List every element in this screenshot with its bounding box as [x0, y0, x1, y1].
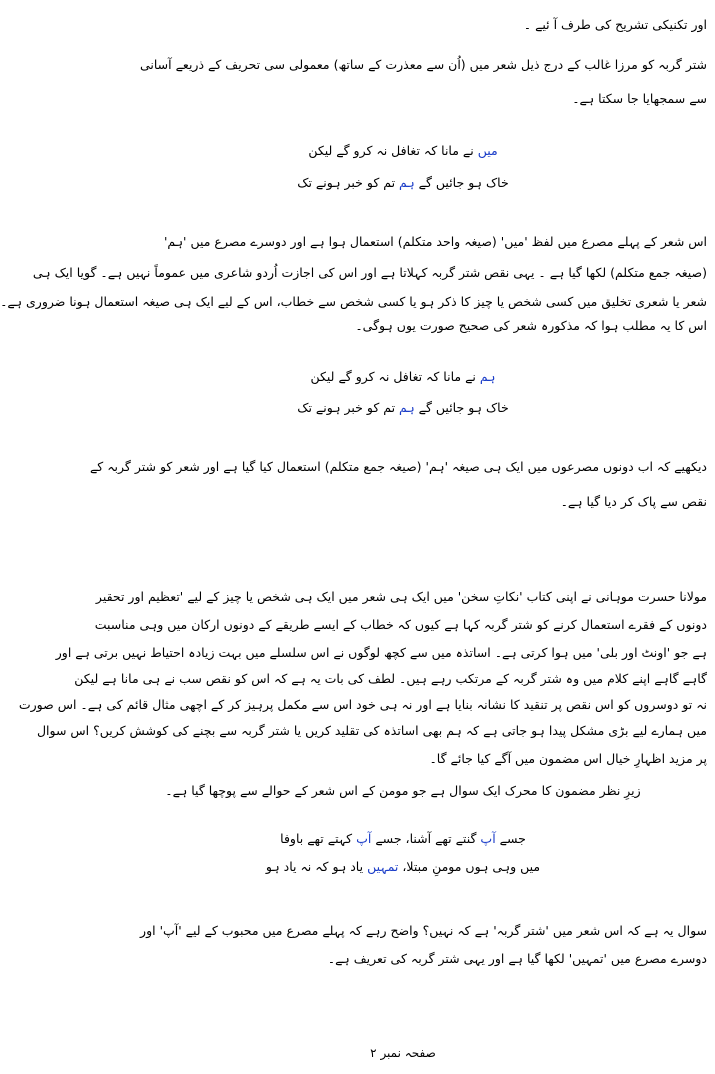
- intro-line: شتر گربہ کو مرزا غالب کے درج ذیل شعر میں (اُن سے معذرت کے ساتھ) معمولی سی تحریف کے ذریعے آسانی: [139, 57, 707, 72]
- couplet-2-line-1: [91, 366, 715, 388]
- verse-text: خاک ہو جائیں گے: [418, 175, 509, 190]
- after-couplet-line: دیکھیے کہ اب دونوں مصرعوں میں ایک ہی صیغہ 'ہم' (صیغہ جمع متکلم) استعمال کیا گیا ہے اور شعر کو شتر گربہ کے: [89, 459, 707, 474]
- highlighted-word: آپ: [480, 831, 496, 846]
- explanation-line: اس شعر کے پہلے مصرع میں لفظ 'میں' (صیغہ واحد متکلم) استعمال ہوا ہے اور دوسرے مصرع میں 'ہم': [163, 234, 707, 249]
- mohrik-line: زیرِ نظر مضمون کا محرک ایک سوال ہے جو مومن کے اس شعر کے حوالے سے پوچھا گیا ہے۔: [165, 783, 641, 798]
- hasrat-line: مولانا حسرت موہانی نے اپنی کتاب 'نکاتِ سخن' میں ایک ہی شعر میں ایک ہی شخص یا چیز کے لیے 'تعظیم اور تحقیر: [95, 589, 707, 604]
- hasrat-line: میں ہمارے لیے بڑی مشکل پیدا ہو جاتی ہے کہ ہم بھی اساتذہ کی تقلید کریں یا شتر گربہ سے بچنے کی کوشش کریں؟ اس سوال: [36, 723, 707, 738]
- highlighted-word: میں: [477, 143, 498, 158]
- intro-line: اور تکنیکی تشریح کی طرف آ ئیے ۔: [523, 17, 707, 32]
- couplet-1-line-2: [91, 172, 715, 194]
- highlighted-word: آپ: [356, 831, 372, 846]
- couplet-3-line-1: [91, 828, 715, 850]
- highlighted-word: ہم: [399, 175, 415, 190]
- hasrat-line: نہ تو دوسروں کو اس نقص پر تنقید کا نشانہ بنایا ہے اور نہ ہی خود اس سے مکمل پرہیز کر کے اچھی مثال قائم کی ہے۔ اس صورت: [18, 697, 707, 712]
- highlighted-word: ہم: [479, 369, 496, 384]
- verse-text: خاک ہو جائیں گے: [418, 400, 509, 415]
- couplet-1-line-1: [91, 140, 715, 162]
- hasrat-line: دونوں کے فقرے استعمال کرنے کو شتر گربہ کہا ہے کیوں کہ خطاب کے ایسے طریقے کے دونوں ارکان میں وہی مناسبت: [94, 617, 707, 632]
- question-line: دوسرے مصرع میں 'تمہیں' لکھا گیا ہے اور یہی شتر گربہ کی تعریف ہے۔: [327, 951, 707, 966]
- hasrat-line: گاہے گاہے اپنے کلام میں وہ شتر گربہ کے مرتکب رہے ہیں۔ لطف کی بات یہ ہے کہ اس کو نقص سب نے ہی مانا ہے لیکن: [74, 671, 707, 686]
- explanation-line: شعر یا شعری تخلیق میں کسی شخص یا چیز کا ذکر ہو یا کسی شخص سے خطاب، اس کے لیے ایک ہی صیغہ استعمال ہونا ضروری ہے۔: [0, 294, 707, 309]
- intro-line: سے سمجھایا جا سکتا ہے۔: [572, 91, 707, 106]
- highlighted-word: ہم: [399, 400, 415, 415]
- highlighted-word: تمہیں: [367, 859, 399, 874]
- verse-text: میں وہی ہوں مومنِ مبتلا،: [402, 859, 541, 874]
- explanation-line: (صیغہ جمع متکلم) لکھا گیا ہے ۔ یہی نقص شتر گربہ کہلاتا ہے اور اس کی اجازت اُردو شاعری میں عموماً نہیں ہے۔ گویا ایک ہی: [32, 265, 707, 280]
- verse-text: نے مانا کہ تغافل نہ کرو گے لیکن: [308, 143, 474, 158]
- couplet-3-line-2: [91, 856, 715, 878]
- page-number: صفحہ نمبر ۲: [370, 1046, 436, 1060]
- verse-text: تم کو خبر ہونے تک: [297, 400, 396, 415]
- verse-text: جسے: [499, 831, 526, 846]
- verse-text: نے مانا کہ تغافل نہ کرو گے لیکن: [310, 369, 476, 384]
- verse-text: کہتے تھے باوفا: [280, 831, 353, 846]
- verse-text: گنتے تھے آشنا، جسے: [375, 831, 477, 846]
- after-couplet-line: نقص سے پاک کر دیا گیا ہے۔: [560, 494, 707, 509]
- explanation-line: اس کا یہ مطلب ہوا کہ مذکورہ شعر کی صحیح صورت یوں ہوگی۔: [355, 318, 707, 333]
- verse-text: تم کو خبر ہونے تک: [297, 175, 396, 190]
- couplet-2-line-2: [91, 397, 715, 419]
- verse-text: یاد ہو کہ نہ یاد ہو: [265, 859, 364, 874]
- hasrat-line: ہے جو 'اونٹ اور بلی' میں ہوا کرتی ہے۔ اساتذہ میں سے کچھ لوگوں نے اس سلسلے میں بہت زیادہ احتیاط نہیں برتی ہے اور: [55, 645, 707, 660]
- hasrat-line: پر مزید اظہارِ خیال اس مضمون میں آگے کیا جائے گا۔: [429, 751, 707, 766]
- question-line: سوال یہ ہے کہ اس شعر میں 'شتر گربہ' ہے کہ نہیں؟ واضح رہے کہ پہلے مصرع میں محبوب کے لیے 'آپ' اور: [140, 923, 707, 938]
